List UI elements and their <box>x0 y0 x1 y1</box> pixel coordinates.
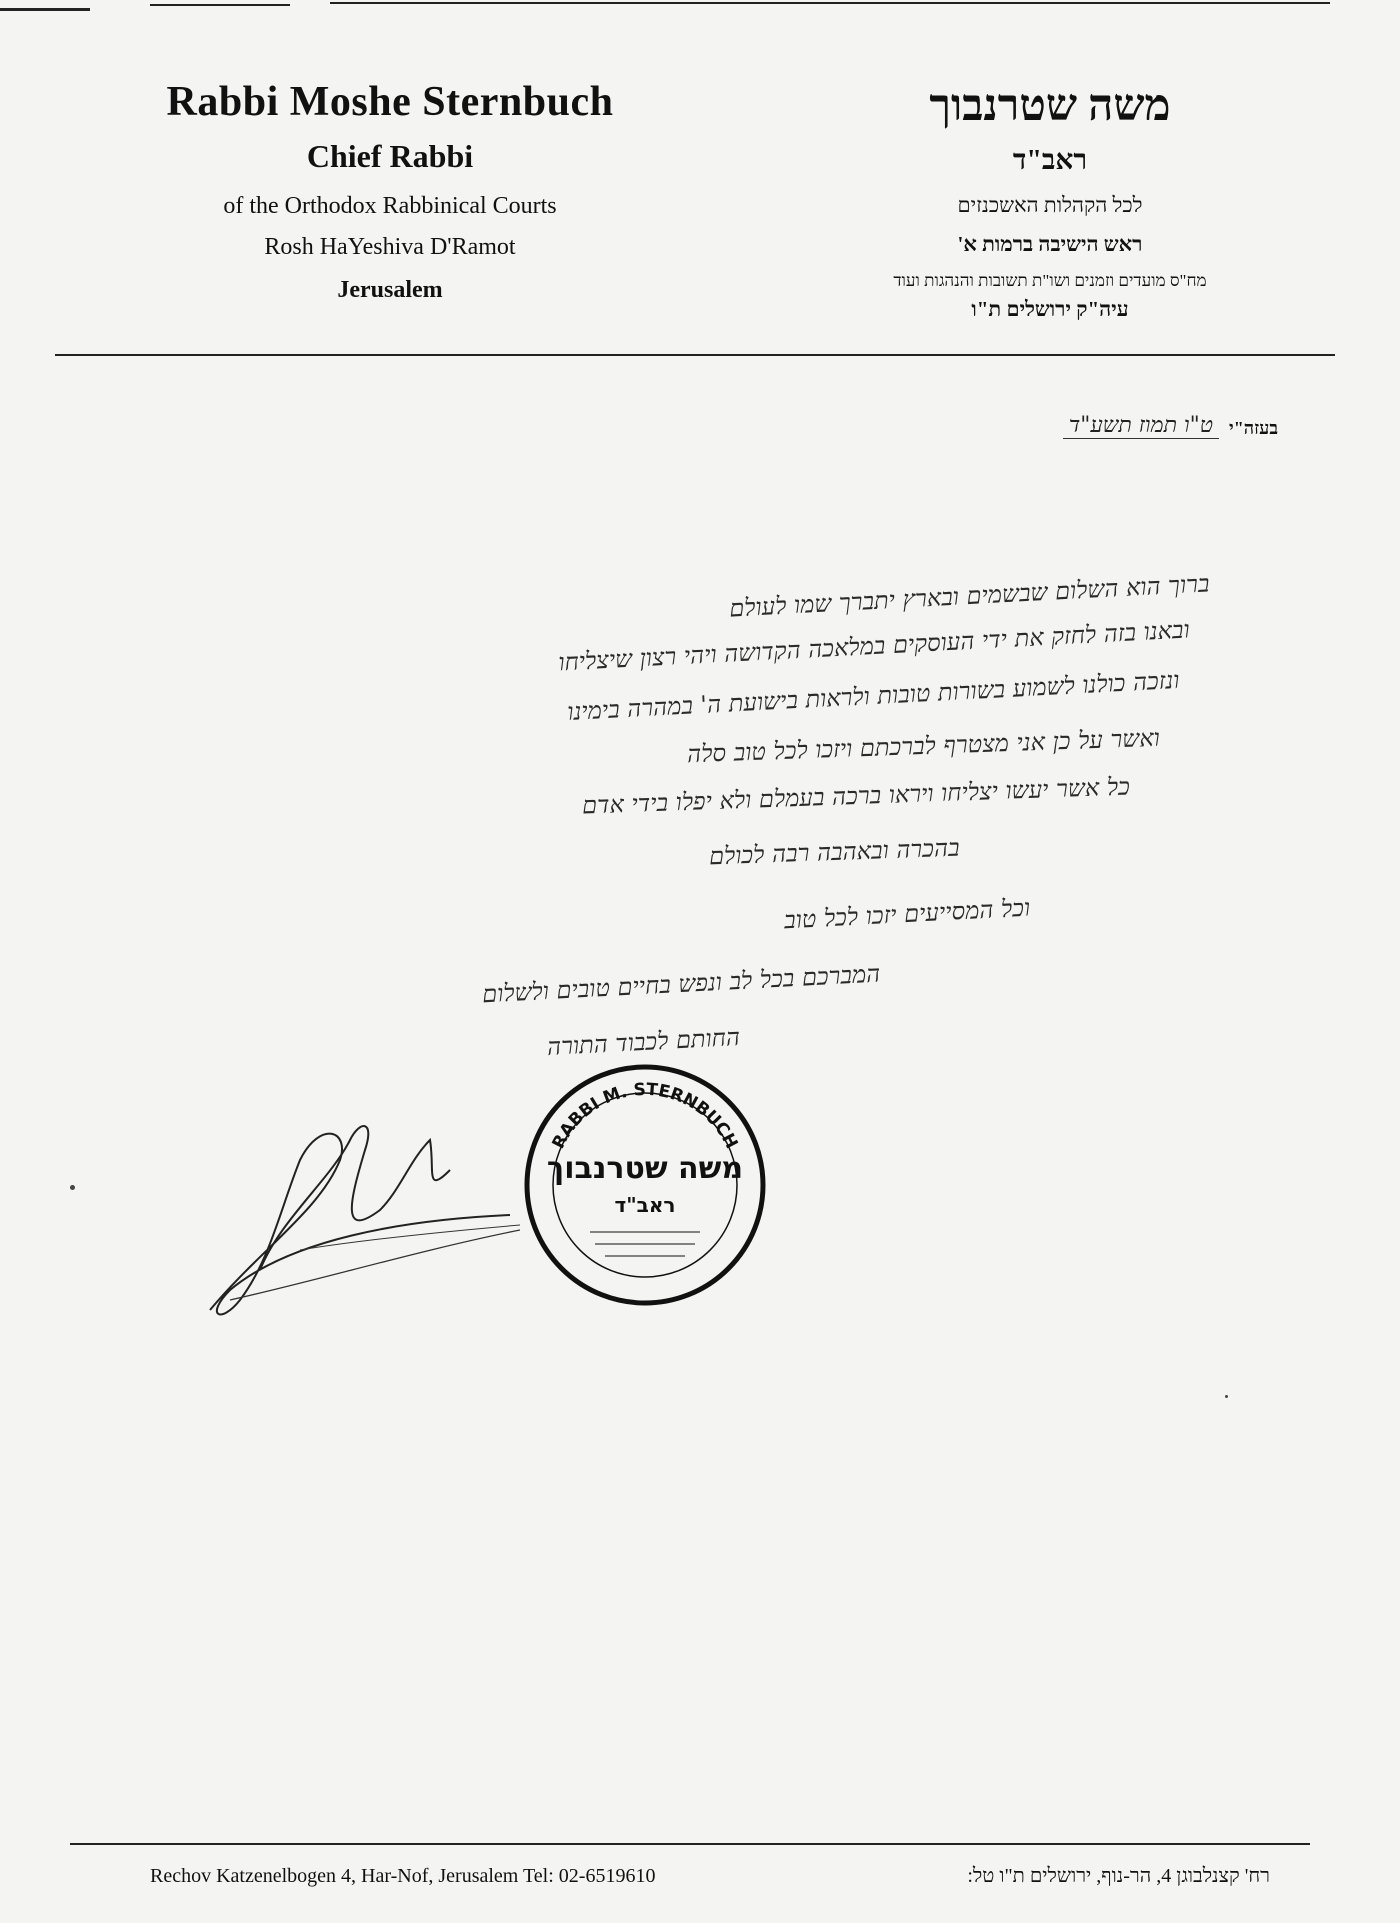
author-line: מח"ס מועדים וזמנים ושו"ת תשובות והנהגות ועוד <box>893 271 1207 290</box>
body-line: וכל המסייעים יזכו לכל טוב <box>783 893 1031 935</box>
footer-divider <box>70 1843 1310 1845</box>
footer-address-english: Rechov Katzenelbogen 4, Har-Nof, Jerusalem Tel: 02-6519610 <box>150 1865 656 1887</box>
city-hebrew: עיה"ק ירושלים ת"ו <box>971 297 1129 321</box>
yeshiva-line-hebrew: ראש הישיבה ברמות א' <box>957 232 1143 256</box>
scan-speck <box>70 1185 75 1190</box>
footer <box>150 1865 1270 1888</box>
body-line: ונזכה כולנו לשמוע בשורות טובות ולראות בישועת ה' במהרה בימינו <box>566 665 1181 727</box>
seal-ring-text: RABBI M. STERNBUCH <box>548 1079 742 1153</box>
handwritten-date: ט"ו תמוז תשע"ד <box>1063 412 1219 439</box>
scan-edge-line <box>150 4 290 6</box>
rabbi-name-hebrew: משה שטרנבוך <box>929 81 1171 130</box>
letterhead-english <box>100 78 680 304</box>
scan-edge-line <box>330 2 1330 4</box>
date-label: בעזה"י <box>1229 418 1278 438</box>
seal-hebrew-title: ראב"ד <box>614 1193 676 1217</box>
rabbi-name-english: Rabbi Moshe Sternbuch <box>166 79 614 125</box>
body-line: המברכם בכל לב ונפש בחיים טובים ולשלום <box>481 959 881 1009</box>
city-english: Jerusalem <box>337 277 443 303</box>
rabbi-title-hebrew: ראב"ד <box>1012 145 1088 176</box>
handwritten-signature <box>200 1100 520 1330</box>
communities-line: לכל הקהלות האשכנזים <box>957 193 1143 217</box>
rabbi-title-english: Chief Rabbi <box>306 138 474 174</box>
body-line: ברוך הוא השלום שבשמים ובארץ יתברך שמו לעולם <box>728 569 1211 623</box>
date-line <box>1063 412 1278 439</box>
rabbinical-seal <box>520 1060 770 1310</box>
courts-line: of the Orthodox Rabbinical Courts <box>223 193 557 219</box>
footer-address-hebrew: רח' קצנלבוגן 4, הר-נוף, ירושלים ת"ו טל: <box>967 1865 1270 1887</box>
letterhead-hebrew <box>790 80 1310 336</box>
body-line: ובאנו בזה לחזק את ידי העוסקים במלאכה הקדושה ויהי רצון שיצליחו <box>557 615 1191 677</box>
scan-speck <box>1225 1395 1228 1398</box>
body-line: ואשר על כן אני מצטרף לברכתם ויזכו לכל טוב סלה <box>686 723 1161 769</box>
seal-hebrew-name: משה שטרנבוך <box>546 1151 744 1186</box>
body-line: בהכרה ובאהבה רבה לכולם <box>708 833 961 871</box>
body-line: החותם לכבוד התורה <box>546 1022 741 1062</box>
scan-edge-line <box>0 8 90 11</box>
body-line: כל אשר יעשו יצליחו ויראו ברכה בעמלם ולא יפלו בידי אדם <box>581 772 1131 820</box>
letterhead-divider <box>55 354 1335 356</box>
yeshiva-line: Rosh HaYeshiva D'Ramot <box>264 234 516 260</box>
